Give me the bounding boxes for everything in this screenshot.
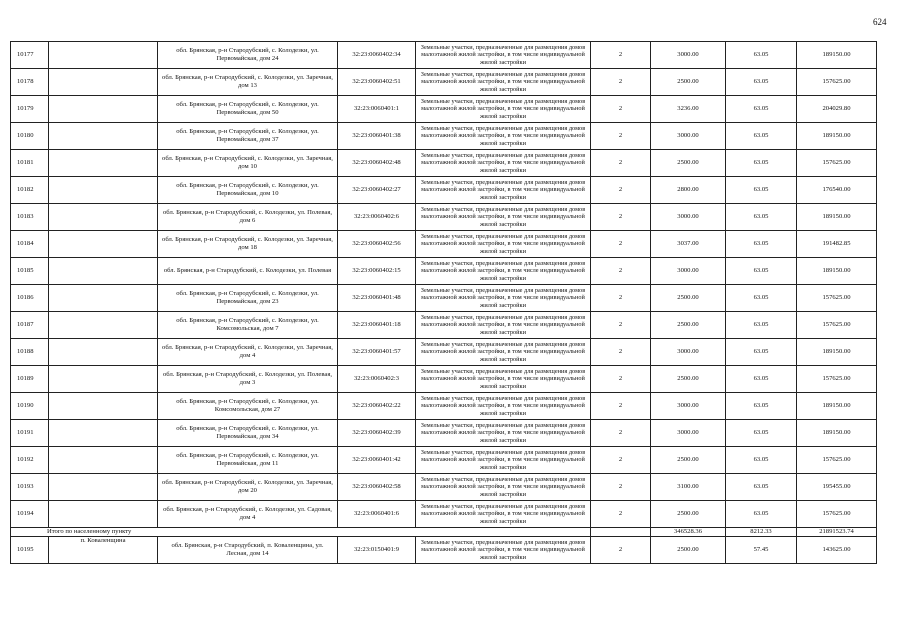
cadastral-number-cell: 32:23:0060401:18 (338, 312, 416, 339)
cadastral-value-cell: 157625.00 (797, 69, 877, 96)
locality-cell (49, 285, 158, 312)
record-id: 10193 (11, 474, 49, 501)
address-cell: обл. Брянская, р-н Стародубский, с. Колодезки, ул. Первомайская, дом 34 (158, 420, 338, 447)
cadastral-value-cell: 204029.80 (797, 96, 877, 123)
area-cell: 2500.00 (651, 150, 726, 177)
specific-value-cell: 63.05 (726, 339, 797, 366)
record-id: 10192 (11, 447, 49, 474)
table-row (11, 42, 877, 69)
permitted-use-cell: Земельные участки, предназначенные для размещения домов малоэтажной жилой застройки, в том числе индивидуальной жилой застройки (416, 150, 591, 177)
table-row (11, 537, 877, 564)
permitted-use-cell: Земельные участки, предназначенные для размещения домов малоэтажной жилой застройки, в том числе индивидуальной жилой застройки (416, 474, 591, 501)
address-cell: обл. Брянская, р-н Стародубский, с. Колодезки, ул. Первомайская, дом 50 (158, 96, 338, 123)
total-label: Итого по населенному пункту (11, 528, 591, 537)
cadastral-number-cell: 32:23:0060402:51 (338, 69, 416, 96)
record-id: 10194 (11, 501, 49, 528)
area-cell: 2500.00 (651, 285, 726, 312)
cadastral-number-cell: 32:23:0060402:48 (338, 150, 416, 177)
table-row (11, 447, 877, 474)
area-cell: 3037.00 (651, 231, 726, 258)
locality-cell (49, 42, 158, 69)
cadastral-number-cell: 32:23:0060401:38 (338, 123, 416, 150)
specific-value-cell: 63.05 (726, 501, 797, 528)
locality-cell (49, 366, 158, 393)
address-cell: обл. Брянская, р-н Стародубский, с. Колодезки, ул. Первомайская, дом 37 (158, 123, 338, 150)
total-cadastral-value: 21891523.74 (797, 528, 877, 537)
specific-value-cell: 63.05 (726, 447, 797, 474)
cadastral-number-cell: 32:23:0060401:48 (338, 285, 416, 312)
cadastral-value-cell: 189150.00 (797, 123, 877, 150)
cadastral-value-cell: 157625.00 (797, 447, 877, 474)
cadastral-value-cell: 189150.00 (797, 339, 877, 366)
locality-cell (49, 150, 158, 177)
specific-value-cell: 63.05 (726, 231, 797, 258)
permitted-use-cell: Земельные участки, предназначенные для размещения домов малоэтажной жилой застройки, в том числе индивидуальной жилой застройки (416, 537, 591, 564)
cadastral-value-cell: 189150.00 (797, 420, 877, 447)
cadastral-value-cell: 191482.85 (797, 231, 877, 258)
permitted-use-cell: Земельные участки, предназначенные для размещения домов малоэтажной жилой застройки, в том числе индивидуальной жилой застройки (416, 123, 591, 150)
area-cell: 3000.00 (651, 123, 726, 150)
table-footer (11, 528, 877, 564)
locality-cell (49, 474, 158, 501)
area-cell: 3000.00 (651, 339, 726, 366)
group-cell: 2 (591, 177, 651, 204)
table-row (11, 150, 877, 177)
record-id: 10182 (11, 177, 49, 204)
cadastral-number-cell: 32:23:0060402:34 (338, 42, 416, 69)
record-id: 10183 (11, 204, 49, 231)
address-cell: обл. Брянская, р-н Стародубский, п. Коваленщина, ул. Лесная, дом 14 (158, 537, 338, 564)
group-cell: 2 (591, 474, 651, 501)
area-cell: 3000.00 (651, 258, 726, 285)
locality-cell (49, 420, 158, 447)
specific-value-cell: 63.05 (726, 258, 797, 285)
area-cell: 3236.00 (651, 96, 726, 123)
locality-cell (49, 339, 158, 366)
specific-value-cell: 63.05 (726, 366, 797, 393)
cadastral-value-cell: 189150.00 (797, 258, 877, 285)
table-row (11, 366, 877, 393)
address-cell: обл. Брянская, р-н Стародубский, с. Колодезки, ул. Заречная, дом 4 (158, 339, 338, 366)
table-row (11, 339, 877, 366)
address-cell: обл. Брянская, р-н Стародубский, с. Колодезки, ул. Заречная, дом 20 (158, 474, 338, 501)
area-cell: 3000.00 (651, 393, 726, 420)
specific-value-cell: 63.05 (726, 204, 797, 231)
cadastral-number-cell: 32:23:0060401:6 (338, 501, 416, 528)
address-cell: обл. Брянская, р-н Стародубский, с. Колодезки, ул. Комсомольская, дом 27 (158, 393, 338, 420)
permitted-use-cell: Земельные участки, предназначенные для размещения домов малоэтажной жилой застройки, в том числе индивидуальной жилой застройки (416, 420, 591, 447)
specific-value-cell: 63.05 (726, 420, 797, 447)
group-cell: 2 (591, 312, 651, 339)
table-row (11, 69, 877, 96)
specific-value-cell: 63.05 (726, 42, 797, 69)
area-cell: 2800.00 (651, 177, 726, 204)
total-area: 346528.36 (651, 528, 726, 537)
permitted-use-cell: Земельные участки, предназначенные для размещения домов малоэтажной жилой застройки, в том числе индивидуальной жилой застройки (416, 204, 591, 231)
table-row (11, 204, 877, 231)
address-cell: обл. Брянская, р-н Стародубский, с. Колодезки, ул. Заречная, дом 10 (158, 150, 338, 177)
cadastral-number-cell: 32:23:0060402:56 (338, 231, 416, 258)
area-cell: 3100.00 (651, 474, 726, 501)
group-cell: 2 (591, 231, 651, 258)
cadastral-value-cell: 157625.00 (797, 366, 877, 393)
table-row (11, 123, 877, 150)
permitted-use-cell: Земельные участки, предназначенные для размещения домов малоэтажной жилой застройки, в том числе индивидуальной жилой застройки (416, 312, 591, 339)
group-cell: 2 (591, 123, 651, 150)
area-cell: 3000.00 (651, 420, 726, 447)
total-specific-value: 8212.33 (726, 528, 797, 537)
cadastral-number-cell: 32:23:0150401:9 (338, 537, 416, 564)
locality-name: п. Коваленщина (49, 537, 158, 564)
record-id: 10178 (11, 69, 49, 96)
permitted-use-cell: Земельные участки, предназначенные для размещения домов малоэтажной жилой застройки, в том числе индивидуальной жилой застройки (416, 447, 591, 474)
table-row (11, 393, 877, 420)
table-row (11, 285, 877, 312)
group-cell: 2 (591, 204, 651, 231)
record-id: 10186 (11, 285, 49, 312)
record-id: 10195 (11, 537, 49, 564)
group-cell: 2 (591, 393, 651, 420)
address-cell: обл. Брянская, р-н Стародубский, с. Колодезки, ул. Полевая (158, 258, 338, 285)
area-cell: 2500.00 (651, 366, 726, 393)
cadastral-value-cell: 157625.00 (797, 501, 877, 528)
specific-value-cell: 63.05 (726, 312, 797, 339)
record-id: 10179 (11, 96, 49, 123)
group-cell: 2 (591, 537, 651, 564)
permitted-use-cell: Земельные участки, предназначенные для размещения домов малоэтажной жилой застройки, в том числе индивидуальной жилой застройки (416, 258, 591, 285)
locality-cell (49, 501, 158, 528)
address-cell: обл. Брянская, р-н Стародубский, с. Колодезки, ул. Первомайская, дом 11 (158, 447, 338, 474)
cadastral-value-cell: 176540.00 (797, 177, 877, 204)
permitted-use-cell: Земельные участки, предназначенные для размещения домов малоэтажной жилой застройки, в том числе индивидуальной жилой застройки (416, 393, 591, 420)
table-body (11, 42, 877, 528)
area-cell: 3000.00 (651, 204, 726, 231)
address-cell: обл. Брянская, р-н Стародубский, с. Колодезки, ул. Полевая, дом 6 (158, 204, 338, 231)
locality-cell (49, 312, 158, 339)
table-row (11, 474, 877, 501)
cadastral-number-cell: 32:23:0060402:6 (338, 204, 416, 231)
area-cell: 2500.00 (651, 501, 726, 528)
permitted-use-cell: Земельные участки, предназначенные для размещения домов малоэтажной жилой застройки, в том числе индивидуальной жилой застройки (416, 285, 591, 312)
address-cell: обл. Брянская, р-н Стародубский, с. Колодезки, ул. Заречная, дом 18 (158, 231, 338, 258)
specific-value-cell: 57.45 (726, 537, 797, 564)
record-id: 10189 (11, 366, 49, 393)
specific-value-cell: 63.05 (726, 150, 797, 177)
cadastral-number-cell: 32:23:0060401:57 (338, 339, 416, 366)
specific-value-cell: 63.05 (726, 393, 797, 420)
permitted-use-cell: Земельные участки, предназначенные для размещения домов малоэтажной жилой застройки, в том числе индивидуальной жилой застройки (416, 96, 591, 123)
area-cell: 2500.00 (651, 447, 726, 474)
table-row (11, 231, 877, 258)
address-cell: обл. Брянская, р-н Стародубский, с. Колодезки, ул. Комсомольская, дом 7 (158, 312, 338, 339)
area-cell: 3000.00 (651, 42, 726, 69)
record-id: 10181 (11, 150, 49, 177)
permitted-use-cell: Земельные участки, предназначенные для размещения домов малоэтажной жилой застройки, в том числе индивидуальной жилой застройки (416, 177, 591, 204)
cadastral-value-cell: 143625.00 (797, 537, 877, 564)
cadastral-number-cell: 32:23:0060401:1 (338, 96, 416, 123)
group-cell: 2 (591, 339, 651, 366)
address-cell: обл. Брянская, р-н Стародубский, с. Колодезки, ул. Заречная, дом 13 (158, 69, 338, 96)
page-number: 624 (873, 17, 887, 27)
group-cell: 2 (591, 366, 651, 393)
cadastral-number-cell: 32:23:0060402:39 (338, 420, 416, 447)
record-id: 10187 (11, 312, 49, 339)
record-id: 10177 (11, 42, 49, 69)
group-cell: 2 (591, 258, 651, 285)
group-cell: 2 (591, 420, 651, 447)
cadastral-number-cell: 32:23:0060402:3 (338, 366, 416, 393)
cadastral-number-cell: 32:23:0060402:15 (338, 258, 416, 285)
cadastral-value-cell: 157625.00 (797, 150, 877, 177)
address-cell: обл. Брянская, р-н Стародубский, с. Колодезки, ул. Первомайская, дом 23 (158, 285, 338, 312)
permitted-use-cell: Земельные участки, предназначенные для размещения домов малоэтажной жилой застройки, в том числе индивидуальной жилой застройки (416, 42, 591, 69)
cadastral-value-cell: 195455.00 (797, 474, 877, 501)
record-id: 10184 (11, 231, 49, 258)
total-row (11, 528, 877, 537)
area-cell: 2500.00 (651, 312, 726, 339)
record-id: 10185 (11, 258, 49, 285)
cadastral-number-cell: 32:23:0060401:42 (338, 447, 416, 474)
specific-value-cell: 63.05 (726, 285, 797, 312)
address-cell: обл. Брянская, р-н Стародубский, с. Колодезки, ул. Полевая, дом 3 (158, 366, 338, 393)
locality-cell (49, 96, 158, 123)
record-id: 10180 (11, 123, 49, 150)
area-cell: 2500.00 (651, 69, 726, 96)
address-cell: обл. Брянская, р-н Стародубский, с. Колодезки, ул. Садовая, дом 4 (158, 501, 338, 528)
permitted-use-cell: Земельные участки, предназначенные для размещения домов малоэтажной жилой застройки, в том числе индивидуальной жилой застройки (416, 501, 591, 528)
locality-cell (49, 447, 158, 474)
locality-cell (49, 69, 158, 96)
specific-value-cell: 63.05 (726, 123, 797, 150)
table-row (11, 312, 877, 339)
permitted-use-cell: Земельные участки, предназначенные для размещения домов малоэтажной жилой застройки, в том числе индивидуальной жилой застройки (416, 366, 591, 393)
record-id: 10190 (11, 393, 49, 420)
address-cell: обл. Брянская, р-н Стародубский, с. Колодезки, ул. Первомайская, дом 24 (158, 42, 338, 69)
cadastral-number-cell: 32:23:0060402:58 (338, 474, 416, 501)
locality-cell (49, 393, 158, 420)
table-row (11, 258, 877, 285)
specific-value-cell: 63.05 (726, 96, 797, 123)
cadastral-number-cell: 32:23:0060402:22 (338, 393, 416, 420)
table-row (11, 501, 877, 528)
specific-value-cell: 63.05 (726, 69, 797, 96)
permitted-use-cell: Земельные участки, предназначенные для размещения домов малоэтажной жилой застройки, в том числе индивидуальной жилой застройки (416, 69, 591, 96)
area-cell: 2500.00 (651, 537, 726, 564)
group-cell: 2 (591, 501, 651, 528)
locality-cell (49, 258, 158, 285)
specific-value-cell: 63.05 (726, 177, 797, 204)
cadastral-value-cell: 157625.00 (797, 312, 877, 339)
group-cell: 2 (591, 285, 651, 312)
table-row (11, 96, 877, 123)
locality-cell (49, 204, 158, 231)
locality-cell (49, 177, 158, 204)
address-cell: обл. Брянская, р-н Стародубский, с. Колодезки, ул. Первомайская, дом 10 (158, 177, 338, 204)
record-id: 10188 (11, 339, 49, 366)
cadastral-value-cell: 189150.00 (797, 393, 877, 420)
group-cell: 2 (591, 69, 651, 96)
group-cell: 2 (591, 96, 651, 123)
locality-cell (49, 231, 158, 258)
group-cell: 2 (591, 150, 651, 177)
permitted-use-cell: Земельные участки, предназначенные для размещения домов малоэтажной жилой застройки, в том числе индивидуальной жилой застройки (416, 339, 591, 366)
cadastral-value-cell: 189150.00 (797, 42, 877, 69)
record-id: 10191 (11, 420, 49, 447)
specific-value-cell: 63.05 (726, 474, 797, 501)
cadastral-value-cell: 189150.00 (797, 204, 877, 231)
locality-cell (49, 123, 158, 150)
total-empty-cell (591, 528, 651, 537)
cadastral-value-table (10, 41, 877, 564)
cadastral-value-cell: 157625.00 (797, 285, 877, 312)
permitted-use-cell: Земельные участки, предназначенные для размещения домов малоэтажной жилой застройки, в том числе индивидуальной жилой застройки (416, 231, 591, 258)
table-row (11, 177, 877, 204)
group-cell: 2 (591, 42, 651, 69)
cadastral-number-cell: 32:23:0060402:27 (338, 177, 416, 204)
table-row (11, 420, 877, 447)
group-cell: 2 (591, 447, 651, 474)
